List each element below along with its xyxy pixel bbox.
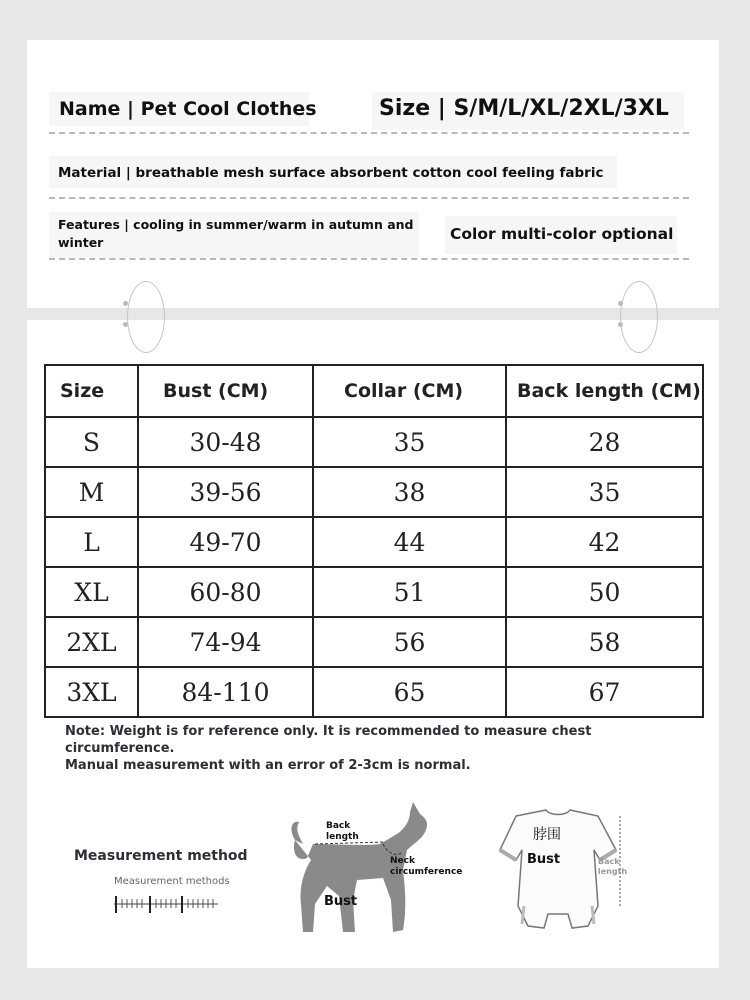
- cell-size: S: [45, 417, 138, 467]
- cell-bust: 74-94: [138, 617, 313, 667]
- cell-back-length: 42: [506, 517, 703, 567]
- shirt-back-length-label: [598, 857, 627, 877]
- header-collar: Collar (CM): [313, 365, 506, 417]
- divider: [49, 197, 689, 199]
- size-table: [44, 364, 704, 718]
- ring-hole: [618, 301, 623, 306]
- cell-back-length: 35: [506, 467, 703, 517]
- measurement-subtitle: Measurement methods: [114, 876, 230, 887]
- features-text-1: Features | cooling in summer/warm in autumn and: [58, 217, 414, 232]
- size-range: Size | S/M/L/XL/2XL/3XL: [379, 96, 669, 121]
- ring-hole: [123, 322, 128, 327]
- cell-back-length: 58: [506, 617, 703, 667]
- cell-collar: 51: [313, 567, 506, 617]
- cell-size: M: [45, 467, 138, 517]
- dog-back-label-2: length: [326, 832, 359, 842]
- binder-ring-left: [127, 281, 165, 353]
- table-row: [45, 467, 703, 517]
- cell-collar: 38: [313, 467, 506, 517]
- material-text: Material | breathable mesh surface absorbent cotton cool feeling fabric: [58, 165, 604, 181]
- shirt-back-label-2: length: [598, 867, 628, 876]
- info-card: [27, 40, 719, 308]
- cell-bust: 30-48: [138, 417, 313, 467]
- product-name: Name | Pet Cool Clothes: [59, 98, 317, 120]
- cell-bust: 39-56: [138, 467, 313, 517]
- header-size: Size: [45, 365, 138, 417]
- table-row: [45, 567, 703, 617]
- table-row: [45, 617, 703, 667]
- cell-bust: 84-110: [138, 667, 313, 717]
- divider: [49, 258, 689, 260]
- binder-ring-right: [620, 281, 658, 353]
- ring-hole: [123, 301, 128, 306]
- dog-neck-label-2: circumference: [390, 867, 463, 877]
- cell-size: 2XL: [45, 617, 138, 667]
- shirt-bust-label: Bust: [527, 852, 561, 867]
- header-back-length: Back length (CM): [506, 365, 703, 417]
- cell-collar: 44: [313, 517, 506, 567]
- shirt-neck-label: 脖围: [533, 827, 561, 843]
- shirt-back-label-1: Back: [598, 857, 620, 866]
- dog-bust-label: Bust: [324, 894, 358, 909]
- cell-back-length: 28: [506, 417, 703, 467]
- dog-neck-label-1: Neck: [390, 856, 415, 866]
- cell-back-length: 67: [506, 667, 703, 717]
- note: [65, 723, 705, 774]
- divider: [49, 132, 689, 134]
- cell-size: L: [45, 517, 138, 567]
- note-line-2: Manual measurement with an error of 2-3cm is normal.: [65, 758, 471, 773]
- measurement-title: Measurement method: [74, 848, 248, 864]
- cell-bust: 60-80: [138, 567, 313, 617]
- table-row: [45, 417, 703, 467]
- table-row: [45, 667, 703, 717]
- header-bust: Bust (CM): [138, 365, 313, 417]
- dog-back-label-1: Back: [326, 821, 351, 831]
- cell-collar: 56: [313, 617, 506, 667]
- note-line-1: Note: Weight is for reference only. It is recommended to measure chest circumference.: [65, 724, 592, 756]
- color-text: Color multi-color optional: [450, 225, 674, 243]
- ruler-icon: [114, 894, 218, 914]
- cell-size: XL: [45, 567, 138, 617]
- cell-collar: 35: [313, 417, 506, 467]
- cell-collar: 65: [313, 667, 506, 717]
- dog-neck-label: [390, 856, 462, 878]
- cell-bust: 49-70: [138, 517, 313, 567]
- table-row: [45, 517, 703, 567]
- features-text-2: winter: [58, 235, 104, 250]
- cell-back-length: 50: [506, 567, 703, 617]
- table-header-row: [45, 365, 703, 417]
- cell-size: 3XL: [45, 667, 138, 717]
- ring-hole: [618, 322, 623, 327]
- dog-back-length-label: [326, 821, 359, 843]
